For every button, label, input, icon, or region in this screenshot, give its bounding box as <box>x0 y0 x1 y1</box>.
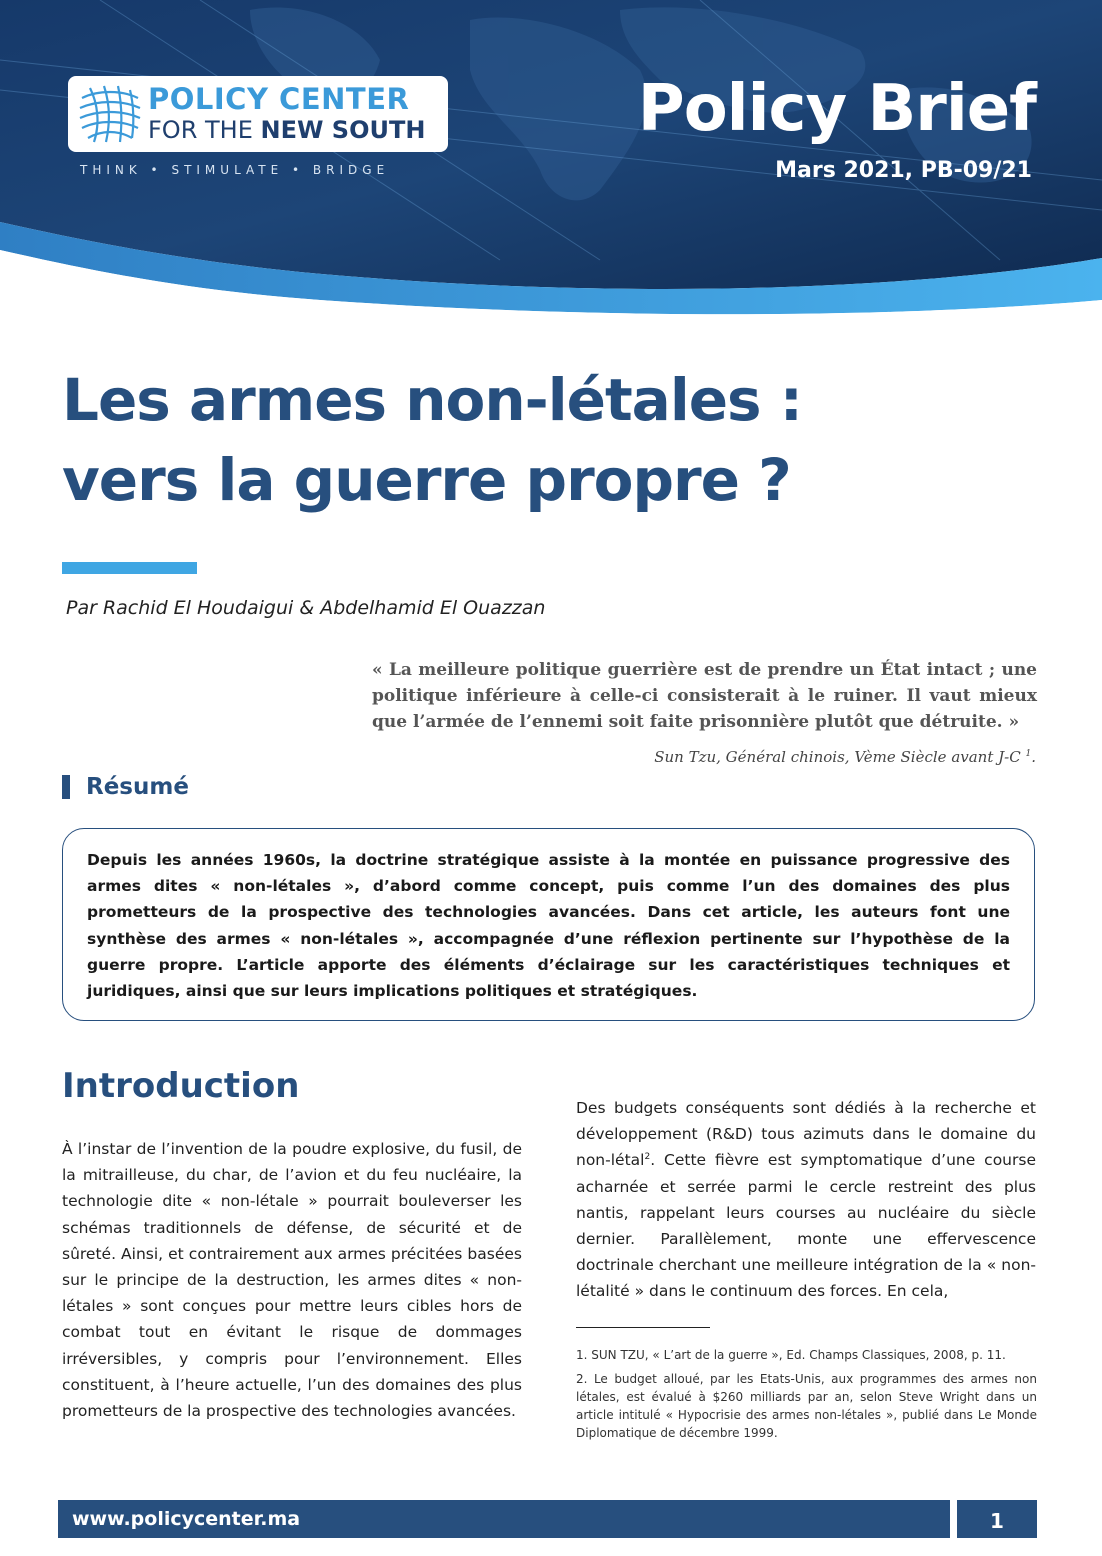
introduction-paragraph-left: À l’instar de l’invention de la poudre explosive, du fusil, de la mitrailleuse, du char, de l’avion et du feu nucléaire, la technologie dite « non-létale » pourrait bouleverser les schémas traditionnels de défense, de sécurité et de sûreté. Ainsi, et contrairement aux armes précitées basées sur le principe de la destruction, les armes dites « non-létales » sont conçues pour mettre leurs cibles hors de combat tout en évitant le risque de dommages irréversibles, y compris pour l’environnement. Elles constituent, à l’heure actuelle, l’un des domaines des plus prometteurs de la prospective des technologies avancées. <box>62 1140 522 1421</box>
logo-name-line2-bold: NEW SOUTH <box>260 116 426 144</box>
introduction-right-part2: . Cette fièvre est symptomatique d’une course acharnée et serrée parmi le cercle restreint des plus nantis, rappelant leurs courses au nucléaire du siècle dernier. Parallèlement, monte une effervescence doctrinale cherchant une meilleure intégration de la « non-létalité » dans le continuum des forces. En cela, <box>576 1151 1036 1301</box>
footnote-1: 1. SUN TZU, « L’art de la guerre », Ed. Champs Classiques, 2008, p. 11. <box>576 1348 1006 1362</box>
footer-bar <box>58 1500 950 1538</box>
logo-globe-icon <box>78 84 142 144</box>
page-title-line1: Les armes non-létales : <box>62 366 802 434</box>
summary-box <box>62 828 1035 1021</box>
summary-heading <box>62 773 189 801</box>
page-title-line2: vers la guerre propre ? <box>62 446 791 514</box>
summary-heading-text: Résumé <box>86 774 189 800</box>
brief-type-title: Policy Brief <box>637 72 1036 146</box>
epigraph-citation-end: . <box>1031 748 1036 766</box>
summary-heading-bar <box>62 775 70 799</box>
authors: Par Rachid El Houdaigui & Abdelhamid El Ouazzan <box>66 597 546 619</box>
logo-tagline: THINK • STIMULATE • BRIDGE <box>80 163 390 177</box>
epigraph-quote: « La meilleure politique guerrière est de prendre un État intact ; une politique inférieure à celle-ci consisterait à le ruiner. Il vaut mieux que l’armée de l’ennemi soit faite prisonnière plutôt que détruite. » <box>372 660 1037 732</box>
page-title <box>62 360 1042 520</box>
logo-name-line2-prefix: FOR THE <box>148 116 261 144</box>
introduction-paragraph-right <box>576 1095 1036 1305</box>
page-number: 1 <box>957 1500 1037 1538</box>
footnote-ref-2[interactable]: 2 <box>644 1152 651 1163</box>
epigraph-citation-text: Sun Tzu, Général chinois, Vème Siècle avant J-C <box>654 748 1021 766</box>
footnote-separator <box>576 1327 710 1328</box>
introduction-right-part1: Des budgets conséquents sont dédiés à la recherche et développement (R&D) tous azimuts dans le domaine du non-létal <box>576 1099 1036 1170</box>
footer-website-link[interactable]: www.policycenter.ma <box>72 1508 301 1530</box>
footnotes <box>576 1346 1037 1448</box>
brief-date: Mars 2021, PB-09/21 <box>775 158 1032 183</box>
header-banner <box>0 0 1102 320</box>
logo-name-line1: POLICY CENTER <box>148 82 410 116</box>
summary-text: Depuis les années 1960s, la doctrine stratégique assiste à la montée en puissance progressive des armes dites « non-létales », d’abord comme concept, puis comme l’un des domaines des plus prometteurs de la prospective des technologies avancées. Dans cet article, les auteurs font une synthèse des armes « non-létales », accompagnée d’une réflexion pertinente sur l’hypothèse de la guerre propre. L’article apporte des éléments d’éclairage sur les caractéristiques techniques et juridiques, ainsi que sur leurs implications politiques et stratégiques. <box>87 851 1010 1001</box>
introduction-heading: Introduction <box>62 1066 300 1106</box>
logo[interactable] <box>68 76 448 152</box>
epigraph-citation <box>654 748 1036 766</box>
logo-name-line2 <box>148 116 425 144</box>
footnote-ref-1[interactable]: 1 <box>1025 749 1032 759</box>
title-accent-rule <box>62 562 197 574</box>
footnote-2: 2. Le budget alloué, par les Etats-Unis, aux programmes des armes non létales, est évalué à $260 milliards par an, selon Steve Wright dans un article intitulé « Hypocrisie des armes non-létales », publié dans Le Monde Diplomatique de décembre 1999. <box>576 1372 1037 1440</box>
